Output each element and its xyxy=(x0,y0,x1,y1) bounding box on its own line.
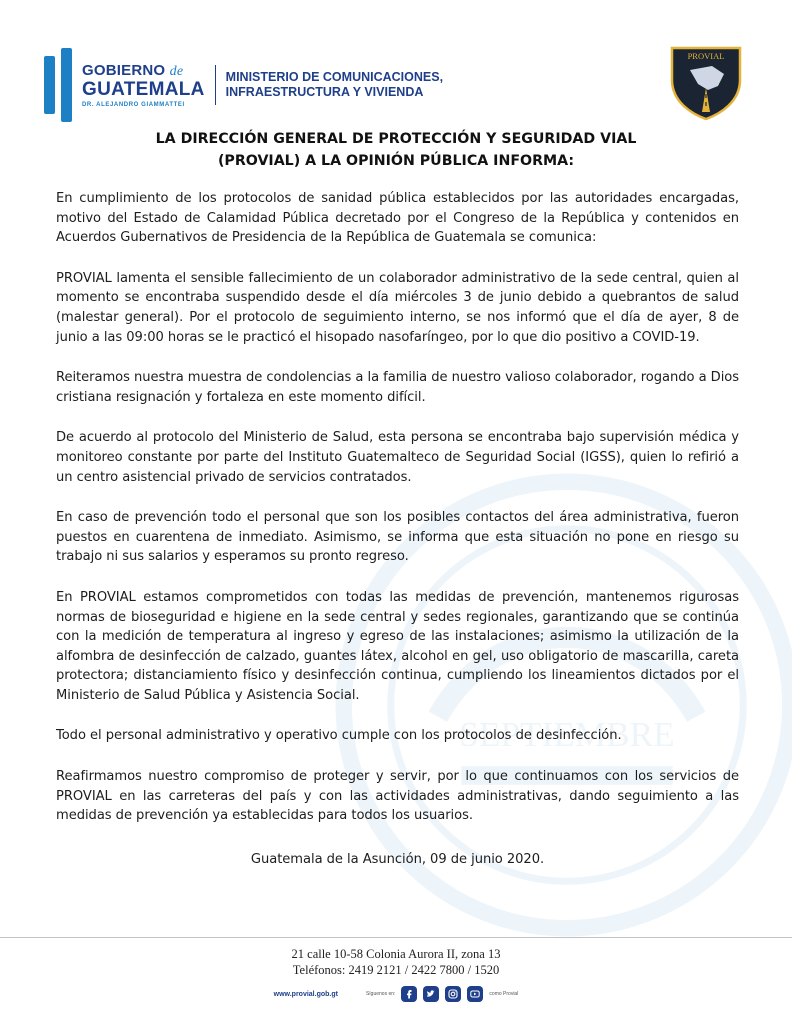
footer-social xyxy=(0,986,792,1002)
youtube-icon[interactable] xyxy=(467,986,483,1002)
paragraph: Reiteramos nuestra muestra de condolencias a la familia de nuestro valioso colaborador, rogando a Dios cristiana resignación y fortaleza en este momento difícil. xyxy=(56,370,740,405)
footer-divider xyxy=(0,937,792,938)
title-line1: LA DIRECCIÓN GENERAL DE PROTECCIÓN Y SEGURIDAD VIAL xyxy=(155,131,637,147)
statement-body xyxy=(56,189,739,890)
title-line2: (PROVIAL) A LA OPINIÓN PÚBLICA INFORMA: xyxy=(217,153,575,169)
facebook-icon[interactable] xyxy=(401,986,417,1002)
paragraph: De acuerdo al protocolo del Ministerio de Salud, esta persona se encontraba bajo supervisión médica y monitoreo constante por parte del Instituto Guatemalteco de Seguridad Social (IGSS), quien lo refirió a un centro asistencial privado de servicios contratados. xyxy=(56,430,739,485)
gov-name-line2: GUATEMALA xyxy=(82,78,205,100)
ministry-line2: INFRAESTRUCTURA Y VIVIENDA xyxy=(225,85,424,99)
flag-bars-icon xyxy=(44,48,72,122)
website-link[interactable]: www.provial.gob.gt xyxy=(273,990,338,998)
instagram-icon[interactable] xyxy=(445,986,461,1002)
ministry-line1: MINISTERIO DE COMUNICACIONES, xyxy=(225,70,444,84)
badge-text: PROVIAL xyxy=(687,51,725,61)
paragraph: PROVIAL lamenta el sensible fallecimiento de un colaborador administrativo de la sede central, quien al momento se encontraba suspendido desde el día miércoles 3 de junio debido a quebrantos de salud (malestar general). Por el protocolo de seguimiento interno, se nos informó que el día de ayer, 8 de junio a las 09:00 horas se le practicó el hisopado nasofaríngeo, por lo que dio positivo a COVID-19. xyxy=(56,270,739,345)
paragraph: En caso de prevención todo el personal que son los posibles contactos del área administrativa, fueron puestos en cuarentena de inmediato. Asimismo, se informa que esta situación no pone en riesgo su trabajo ni sus salarios y esperamos su pronto regreso. xyxy=(56,510,739,565)
gov-president-name: DR. ALEJANDRO GIAMMATTEI xyxy=(82,101,185,108)
paragraph: En PROVIAL estamos comprometidos con todas las medidas de prevención, mantenemos rigurosas normas de bioseguridad e higiene en la sede central y sedes regionales, garantizando que se continúa con la medición de temperatura al ingreso y egreso de las instalaciones; asimismo la utilización de la alfombra de desinfección de calzado, guantes látex, alcohol en gel, uso obligatorio de mascarilla, careta protectora; distanciamiento físico y desinfección continua, cumpliendo los lineamientos dictados por el Ministerio de Salud Pública y Asistencia Social. xyxy=(56,589,739,703)
twitter-icon[interactable] xyxy=(423,986,439,1002)
paragraph: Todo el personal administrativo y operativo cumple con los protocolos de desinfección. xyxy=(56,728,622,744)
social-handle: como Provial xyxy=(489,991,519,997)
date-line: Guatemala de la Asunción, 09 de junio 2020. xyxy=(250,851,545,867)
ministry-name xyxy=(226,70,443,100)
phone-line: Teléfonos: 2419 2121 / 2422 7800 / 1520 xyxy=(292,963,500,977)
footer-address xyxy=(0,946,792,978)
government-logo xyxy=(44,48,443,122)
gov-name-line1: GOBIERNO xyxy=(82,61,166,79)
paragraph: Reafirmamos nuestro compromiso de proteger y servir, por lo que continuamos con los servicios de PROVIAL en las carreteras del país y con las actividades administrativas, dando seguimiento a las medidas de prevención ya establecidas para todos los usuarios. xyxy=(56,769,739,824)
paragraph: En cumplimiento de los protocolos de sanidad pública establecidos por las autoridades encargadas, motivo del Estado de Calamidad Pública decretado por el Congreso de la República y contenidos en Acuerdos Gubernativos de Presidencia de la República de Guatemala se comunica: xyxy=(56,191,739,246)
gov-name-de: de xyxy=(169,63,184,79)
watermark-text: SEPTIEMBRE xyxy=(459,715,675,755)
letterhead xyxy=(44,44,752,124)
header-divider xyxy=(215,65,216,105)
address-line: 21 calle 10-58 Colonia Aurora II, zona 13 xyxy=(291,947,501,961)
follow-label: Síguenos en: xyxy=(365,991,396,997)
provial-shield-icon xyxy=(668,40,744,120)
page-title xyxy=(60,128,732,172)
